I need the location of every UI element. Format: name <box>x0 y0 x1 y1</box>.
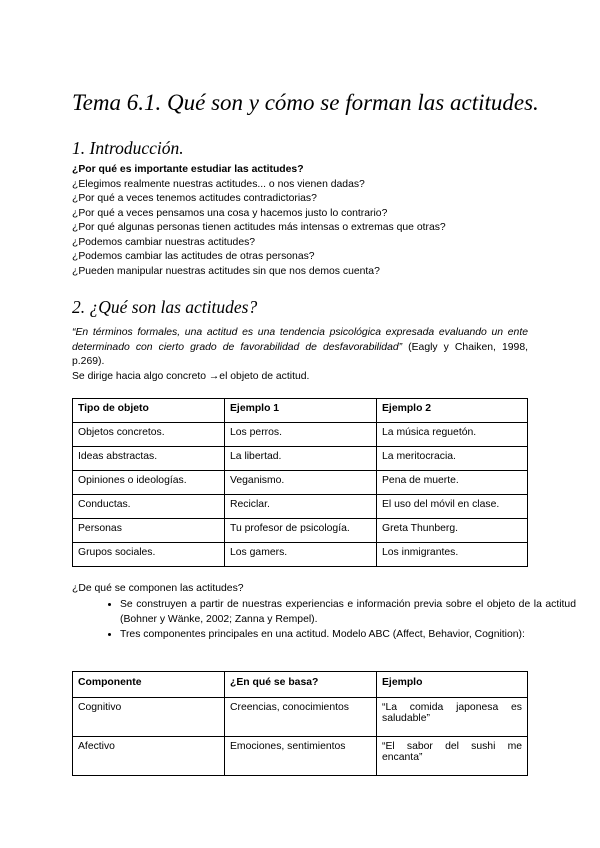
intro-questions <box>72 163 528 279</box>
cell: La meritocracia. <box>377 447 528 471</box>
cell: Personas <box>73 519 225 543</box>
question-line: ¿Por qué a veces tenemos actitudes contradictorias? <box>72 193 317 204</box>
bullet-item: • Tres componentes principales en una actitud. Modelo ABC (Affect, Behavior, Cognition): <box>120 628 576 643</box>
cell: El uso del móvil en clase. <box>377 495 528 519</box>
table-row <box>73 737 528 776</box>
cell: Tu profesor de psicología. <box>225 519 377 543</box>
table-row <box>73 447 528 471</box>
cell: La música reguetón. <box>377 423 528 447</box>
cell: Pena de muerte. <box>377 471 528 495</box>
cell: Veganismo. <box>225 471 377 495</box>
question-line: ¿Podemos cambiar nuestras actitudes? <box>72 236 256 248</box>
components-question: ¿De qué se componen las actitudes? <box>72 583 244 594</box>
column-header: Componente <box>73 672 225 698</box>
table-row <box>73 698 528 737</box>
cell: Cognitivo <box>73 698 225 737</box>
quote-text: “En términos formales, una actitud es una tendencia psicológica expresada evaluando un ente determinado con cierto grado de favorabilidad de desfavorabilidad” <box>72 327 528 353</box>
cell: Opiniones o ideologías. <box>73 471 225 495</box>
object-types-table <box>72 398 528 567</box>
section-heading-que-son: 2. ¿Qué son las actitudes? <box>72 297 258 317</box>
table-row <box>73 423 528 447</box>
column-header: Tipo de objeto <box>73 399 225 423</box>
page-title: Tema 6.1. Qué son y cómo se forman las actitudes. <box>72 90 539 115</box>
bold-question: ¿Por qué es importante estudiar las actitudes? <box>72 164 304 175</box>
cell: Grupos sociales. <box>73 543 225 567</box>
table-header-row <box>73 672 528 698</box>
column-header: Ejemplo <box>377 672 528 698</box>
question-line: ¿Pueden manipular nuestras actitudes sin que nos demos cuenta? <box>72 265 380 277</box>
components-bullets <box>72 598 576 644</box>
table-row <box>73 495 528 519</box>
question-line: ¿Elegimos realmente nuestras actitudes... o nos vienen dadas? <box>72 178 365 190</box>
cell: Conductas. <box>73 495 225 519</box>
cell: Greta Thunberg. <box>377 519 528 543</box>
cell: “La comida japonesa es saludable” <box>377 698 528 737</box>
table-row <box>73 519 528 543</box>
column-header: Ejemplo 2 <box>377 399 528 423</box>
cell: Creencias, conocimientos <box>225 698 377 737</box>
question-line: ¿Podemos cambiar las actitudes de otras personas? <box>72 251 315 262</box>
question-line: ¿Por qué a veces pensamos una cosa y hacemos justo lo contrario? <box>72 207 388 219</box>
cell: “El sabor del sushi me encanta” <box>377 737 528 776</box>
cell: Reciclar. <box>225 495 377 519</box>
cell: Ideas abstractas. <box>73 447 225 471</box>
table-row <box>73 471 528 495</box>
citation: (Eagly y Chaiken, 1998, p.269). <box>72 341 528 367</box>
cell: Los perros. <box>225 423 377 447</box>
bullet-item: • Se construyen a partir de nuestras experiencias e información previa sobre el objeto de la actitud (Bohner y Wänke, 2002; Zanna y Rempel). <box>120 598 576 627</box>
column-header: Ejemplo 1 <box>225 399 377 423</box>
question-line: ¿Por qué algunas personas tienen actitudes más intensas o extremas que otras? <box>72 222 446 233</box>
section-heading-introduccion: 1. Introducción. <box>72 138 184 158</box>
cell: Objetos concretos. <box>73 423 225 447</box>
table-header-row <box>73 399 528 423</box>
column-header: ¿En qué se basa? <box>225 672 377 698</box>
cell: La libertad. <box>225 447 377 471</box>
cell: Emociones, sentimientos <box>225 737 377 776</box>
object-line: Se dirige hacia algo concreto →el objeto de actitud. <box>72 371 310 382</box>
abc-components-table <box>72 671 528 776</box>
cell: Los gamers. <box>225 543 377 567</box>
cell: Los inmigrantes. <box>377 543 528 567</box>
cell: Afectivo <box>73 737 225 776</box>
definition-quote <box>72 326 528 370</box>
table-row <box>73 543 528 567</box>
